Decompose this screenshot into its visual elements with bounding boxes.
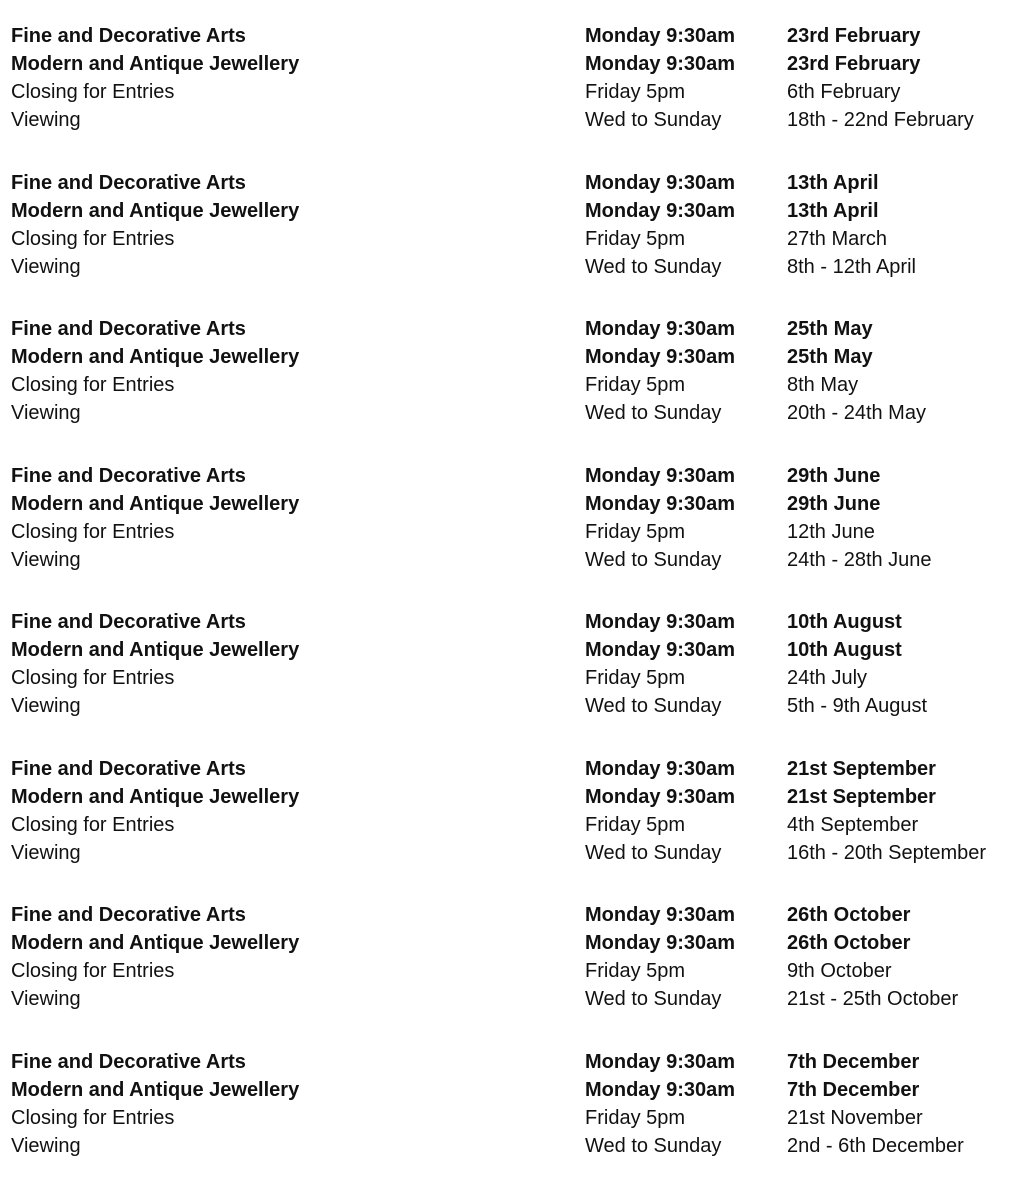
sale-label: Modern and Antique Jewellery [11, 783, 585, 811]
sale-time: Monday 9:30am [585, 490, 787, 518]
sale-time: Monday 9:30am [585, 783, 787, 811]
fine-decorative-arts-row [11, 755, 1011, 783]
sale-label: Closing for Entries [11, 1104, 585, 1132]
sale-time: Wed to Sunday [585, 1132, 787, 1160]
sale-label: Viewing [11, 399, 585, 427]
sale-date: 21st September [787, 783, 1011, 811]
viewing-row [11, 253, 1011, 281]
closing-entries-row [11, 225, 1011, 253]
viewing-row [11, 985, 1011, 1013]
sale-date: 16th - 20th September [787, 839, 1011, 867]
sale-time: Friday 5pm [585, 957, 787, 985]
sale-label: Closing for Entries [11, 518, 585, 546]
viewing-row [11, 692, 1011, 720]
sale-label: Viewing [11, 1132, 585, 1160]
sale-label: Modern and Antique Jewellery [11, 490, 585, 518]
sale-date: 27th March [787, 225, 1011, 253]
auction-block [11, 169, 1011, 316]
viewing-row [11, 839, 1011, 867]
sale-date: 18th - 22nd February [787, 106, 1011, 134]
jewellery-row [11, 197, 1011, 225]
sale-date: 8th - 12th April [787, 253, 1011, 281]
sale-label: Viewing [11, 546, 585, 574]
sale-time: Monday 9:30am [585, 1048, 787, 1076]
fine-decorative-arts-row [11, 608, 1011, 636]
sale-time: Friday 5pm [585, 811, 787, 839]
sale-label: Viewing [11, 106, 585, 134]
sale-time: Monday 9:30am [585, 315, 787, 343]
sale-time: Wed to Sunday [585, 985, 787, 1013]
sale-label: Closing for Entries [11, 371, 585, 399]
sale-date: 12th June [787, 518, 1011, 546]
sale-date: 9th October [787, 957, 1011, 985]
sale-date: 7th December [787, 1076, 1011, 1104]
sale-date: 6th February [787, 78, 1011, 106]
sale-label: Viewing [11, 839, 585, 867]
sale-date: 25th May [787, 343, 1011, 371]
sale-label: Viewing [11, 985, 585, 1013]
jewellery-row [11, 343, 1011, 371]
viewing-row [11, 1132, 1011, 1160]
auction-block [11, 755, 1011, 902]
sale-time: Monday 9:30am [585, 608, 787, 636]
fine-decorative-arts-row [11, 1048, 1011, 1076]
sale-date: 10th August [787, 636, 1011, 664]
sale-date: 29th June [787, 462, 1011, 490]
closing-entries-row [11, 957, 1011, 985]
sale-time: Wed to Sunday [585, 546, 787, 574]
fine-decorative-arts-row [11, 315, 1011, 343]
sale-time: Monday 9:30am [585, 343, 787, 371]
sale-date: 5th - 9th August [787, 692, 1011, 720]
jewellery-row [11, 636, 1011, 664]
closing-entries-row [11, 371, 1011, 399]
sale-date: 4th September [787, 811, 1011, 839]
sale-label: Closing for Entries [11, 78, 585, 106]
sale-label: Fine and Decorative Arts [11, 755, 585, 783]
sale-date: 10th August [787, 608, 1011, 636]
sale-date: 2nd - 6th December [787, 1132, 1011, 1160]
sale-date: 8th May [787, 371, 1011, 399]
jewellery-row [11, 490, 1011, 518]
jewellery-row [11, 50, 1011, 78]
sale-date: 13th April [787, 197, 1011, 225]
viewing-row [11, 399, 1011, 427]
sale-time: Monday 9:30am [585, 755, 787, 783]
sale-time: Monday 9:30am [585, 22, 787, 50]
sale-date: 20th - 24th May [787, 399, 1011, 427]
viewing-row [11, 106, 1011, 134]
sale-label: Viewing [11, 253, 585, 281]
jewellery-row [11, 929, 1011, 957]
sale-time: Monday 9:30am [585, 901, 787, 929]
sale-label: Modern and Antique Jewellery [11, 50, 585, 78]
sale-time: Monday 9:30am [585, 1076, 787, 1104]
sale-time: Wed to Sunday [585, 106, 787, 134]
sale-label: Closing for Entries [11, 957, 585, 985]
closing-entries-row [11, 811, 1011, 839]
sale-time: Wed to Sunday [585, 692, 787, 720]
sale-time: Friday 5pm [585, 664, 787, 692]
sale-date: 25th May [787, 315, 1011, 343]
sale-label: Closing for Entries [11, 664, 585, 692]
sale-time: Wed to Sunday [585, 839, 787, 867]
sale-label: Modern and Antique Jewellery [11, 929, 585, 957]
sale-date: 24th - 28th June [787, 546, 1011, 574]
auction-block [11, 462, 1011, 609]
sale-label: Viewing [11, 692, 585, 720]
sale-time: Friday 5pm [585, 225, 787, 253]
fine-decorative-arts-row [11, 169, 1011, 197]
sale-time: Monday 9:30am [585, 197, 787, 225]
sale-time: Friday 5pm [585, 1104, 787, 1132]
sale-date: 7th December [787, 1048, 1011, 1076]
sale-time: Wed to Sunday [585, 253, 787, 281]
sale-label: Closing for Entries [11, 811, 585, 839]
fine-decorative-arts-row [11, 462, 1011, 490]
sale-label: Fine and Decorative Arts [11, 608, 585, 636]
sale-date: 21st September [787, 755, 1011, 783]
sale-time: Monday 9:30am [585, 929, 787, 957]
sale-label: Modern and Antique Jewellery [11, 636, 585, 664]
sale-time: Friday 5pm [585, 518, 787, 546]
sale-time: Friday 5pm [585, 78, 787, 106]
sale-label: Fine and Decorative Arts [11, 462, 585, 490]
auction-schedule [11, 22, 1011, 1194]
fine-decorative-arts-row [11, 901, 1011, 929]
closing-entries-row [11, 78, 1011, 106]
auction-block [11, 608, 1011, 755]
sale-date: 26th October [787, 929, 1011, 957]
sale-label: Fine and Decorative Arts [11, 1048, 585, 1076]
sale-time: Wed to Sunday [585, 399, 787, 427]
sale-date: 26th October [787, 901, 1011, 929]
sale-date: 23rd February [787, 50, 1011, 78]
sale-label: Fine and Decorative Arts [11, 901, 585, 929]
sale-date: 21st November [787, 1104, 1011, 1132]
closing-entries-row [11, 518, 1011, 546]
sale-date: 21st - 25th October [787, 985, 1011, 1013]
sale-label: Fine and Decorative Arts [11, 315, 585, 343]
sale-label: Fine and Decorative Arts [11, 169, 585, 197]
auction-block [11, 315, 1011, 462]
sale-date: 24th July [787, 664, 1011, 692]
auction-block [11, 1048, 1011, 1194]
sale-label: Closing for Entries [11, 225, 585, 253]
jewellery-row [11, 783, 1011, 811]
sale-time: Friday 5pm [585, 371, 787, 399]
sale-time: Monday 9:30am [585, 50, 787, 78]
sale-time: Monday 9:30am [585, 169, 787, 197]
auction-block [11, 901, 1011, 1048]
sale-label: Modern and Antique Jewellery [11, 1076, 585, 1104]
sale-date: 13th April [787, 169, 1011, 197]
closing-entries-row [11, 1104, 1011, 1132]
sale-date: 23rd February [787, 22, 1011, 50]
closing-entries-row [11, 664, 1011, 692]
auction-block [11, 22, 1011, 169]
jewellery-row [11, 1076, 1011, 1104]
fine-decorative-arts-row [11, 22, 1011, 50]
sale-label: Fine and Decorative Arts [11, 22, 585, 50]
sale-label: Modern and Antique Jewellery [11, 343, 585, 371]
sale-time: Monday 9:30am [585, 462, 787, 490]
sale-time: Monday 9:30am [585, 636, 787, 664]
sale-date: 29th June [787, 490, 1011, 518]
viewing-row [11, 546, 1011, 574]
sale-label: Modern and Antique Jewellery [11, 197, 585, 225]
